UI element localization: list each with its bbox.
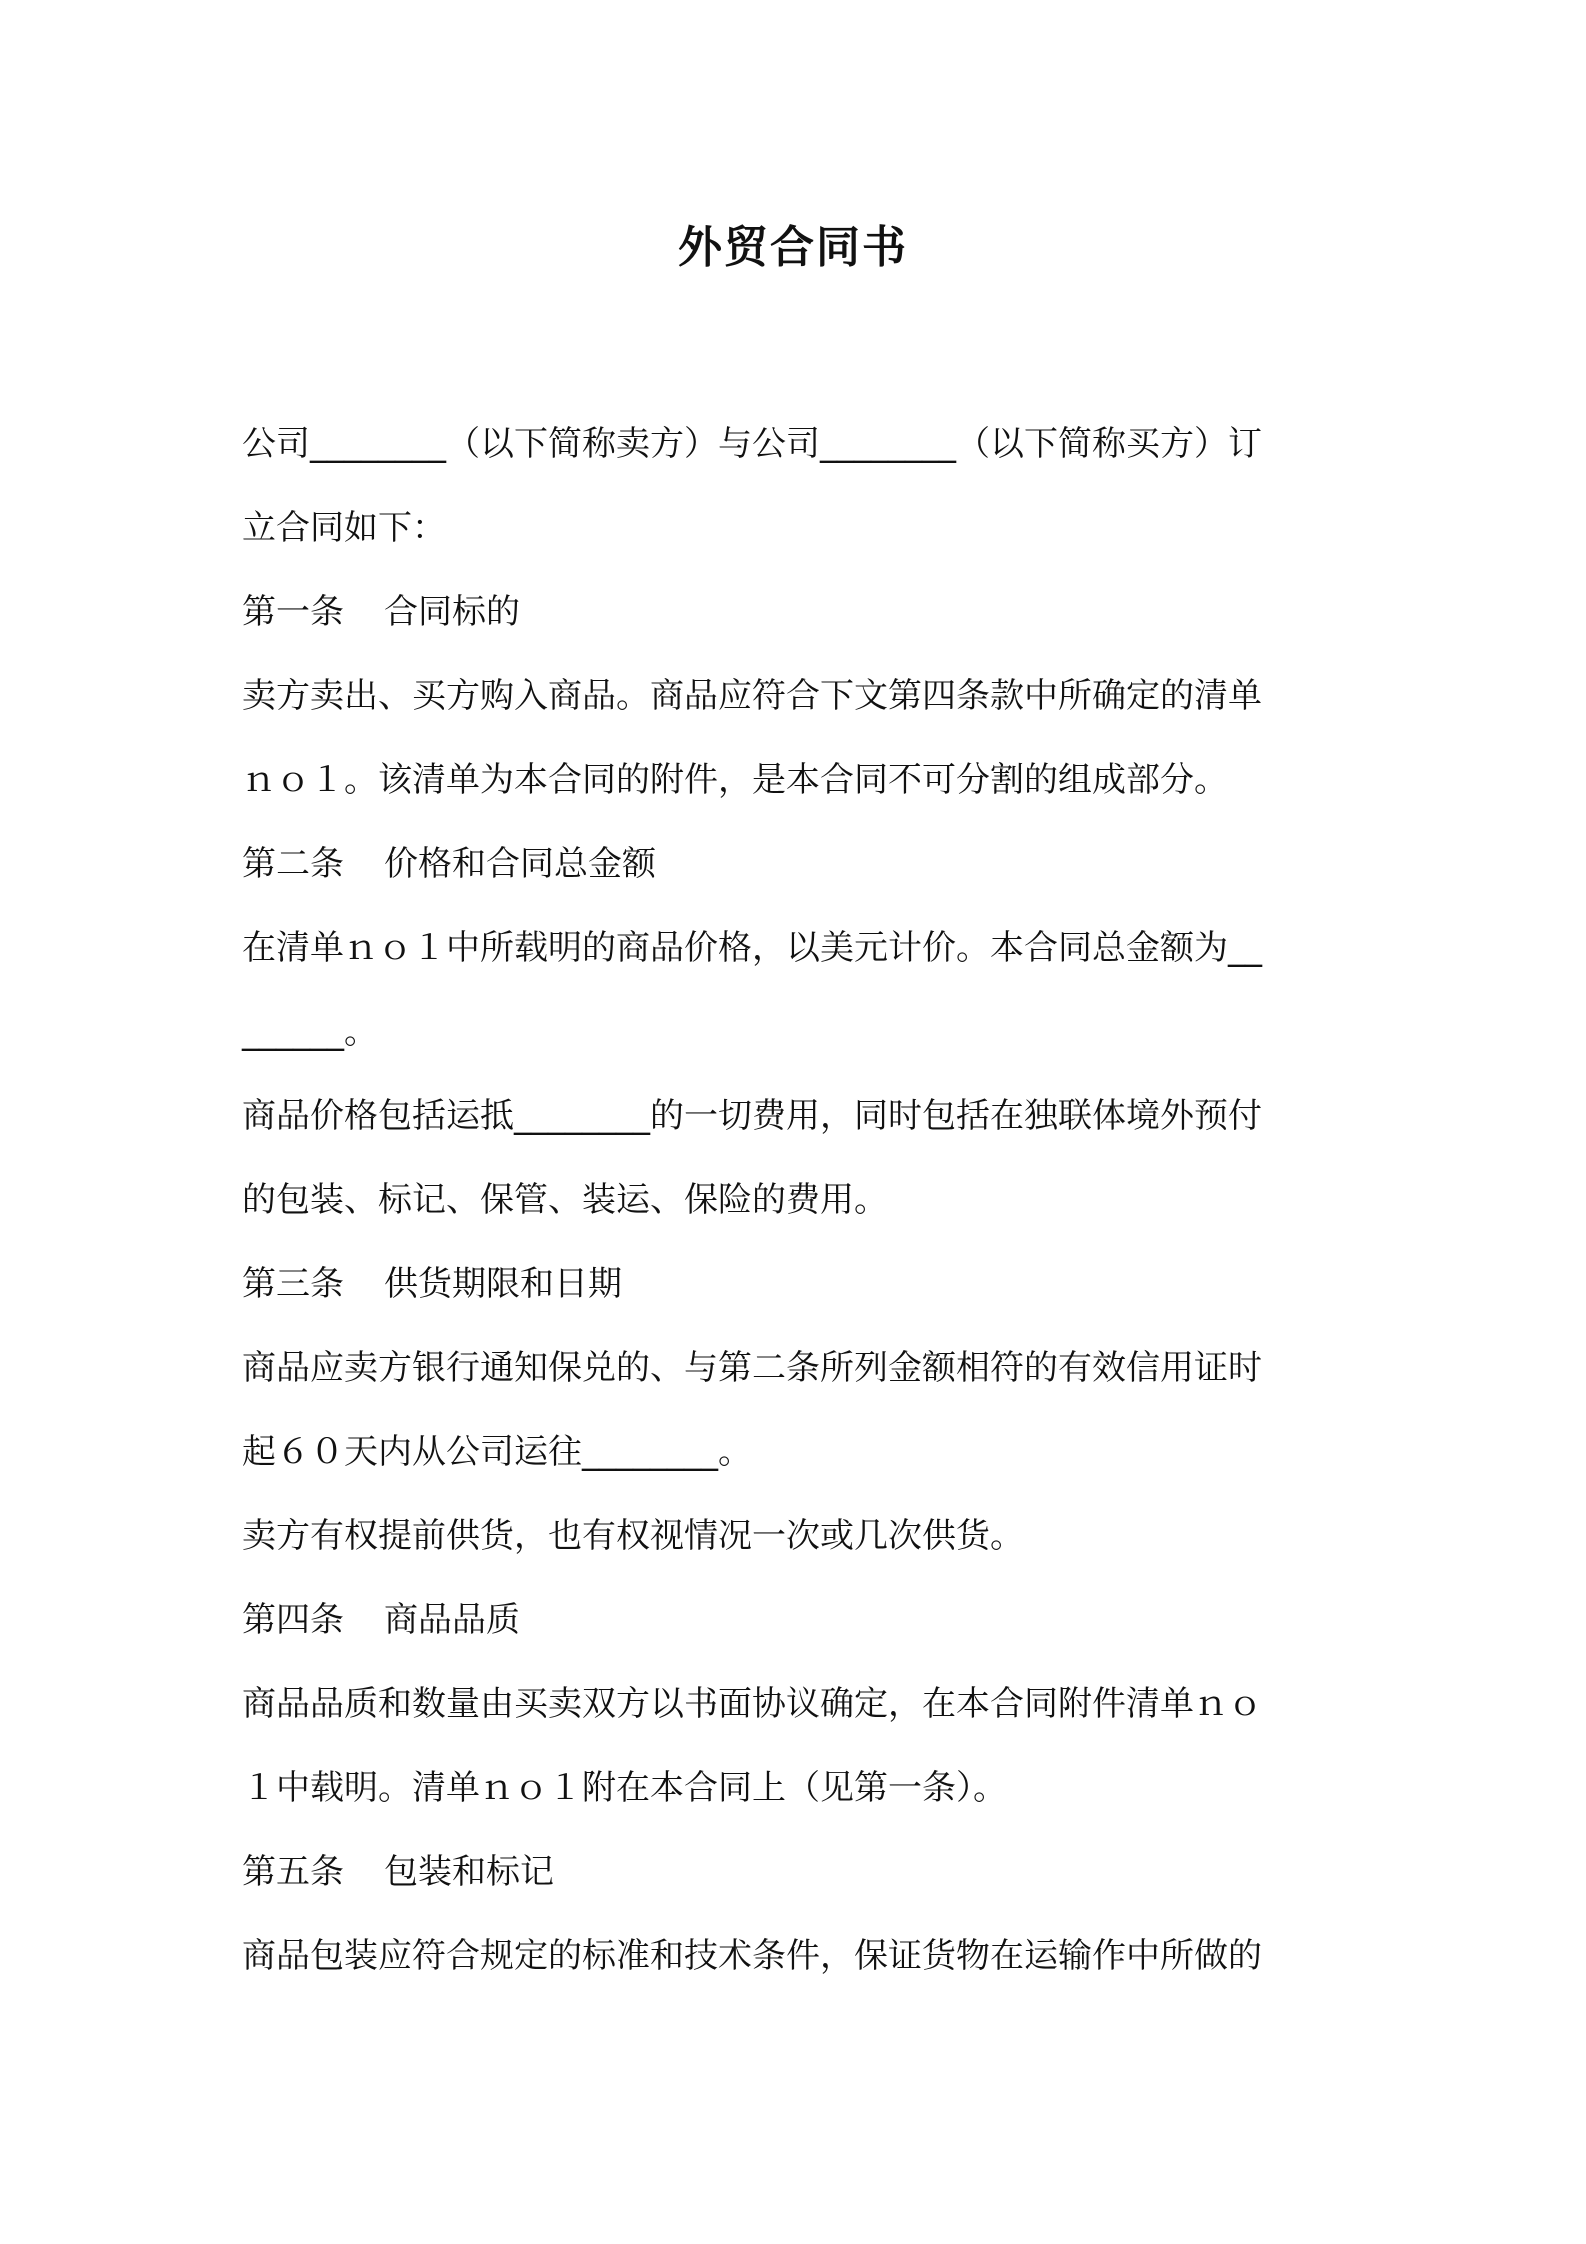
paragraph-line: 起６０天内从公司运往________。 xyxy=(242,1432,752,1472)
article-number: 第四条 xyxy=(242,1600,344,1640)
document-body xyxy=(242,402,1352,1998)
paragraph-line: 立合同如下： xyxy=(242,508,446,548)
article-title: 供货期限和日期 xyxy=(384,1264,622,1304)
article-heading xyxy=(242,1242,1352,1326)
paragraph-line: 商品价格包括运抵________的一切费用，同时包括在独联体境外预付 xyxy=(242,1096,1262,1136)
article-title: 合同标的 xyxy=(384,592,520,632)
article-heading xyxy=(242,1830,1352,1914)
paragraph-line: 商品应卖方银行通知保兑的、与第二条所列金额相符的有效信用证时 xyxy=(242,1348,1262,1388)
paragraph-line: ______。 xyxy=(242,1012,378,1052)
paragraph-line: 的包装、标记、保管、装运、保险的费用。 xyxy=(242,1180,888,1220)
paragraph-line xyxy=(242,402,1352,486)
article-heading xyxy=(242,570,1352,654)
paragraph-line: 商品包装应符合规定的标准和技术条件，保证货物在运输作中所做的 xyxy=(242,1936,1262,1976)
document-title: 外贸合同书 xyxy=(678,222,908,273)
article-number: 第三条 xyxy=(242,1264,344,1304)
article-number: 第五条 xyxy=(242,1852,344,1892)
article-title: 包装和标记 xyxy=(384,1852,554,1892)
justified-text: 公司________（以下简称卖方）与公司________（以下简称买方）订 xyxy=(242,424,1262,464)
article-heading xyxy=(242,1578,1352,1662)
article-number: 第二条 xyxy=(242,844,344,884)
article-title: 商品品质 xyxy=(384,1600,520,1640)
paragraph-line: 卖方有权提前供货，也有权视情况一次或几次供货。 xyxy=(242,1516,1024,1556)
article-heading xyxy=(242,822,1352,906)
paragraph-line: 商品品质和数量由买卖双方以书面协议确定，在本合同附件清单ｎｏ xyxy=(242,1684,1262,1724)
article-number: 第一条 xyxy=(242,592,344,632)
article-title: 价格和合同总金额 xyxy=(384,844,656,884)
paragraph-line: 在清单ｎｏ１中所载明的商品价格，以美元计价。本合同总金额为__ xyxy=(242,928,1262,968)
paragraph-line: １中载明。清单ｎｏ１附在本合同上（见第一条）。 xyxy=(242,1768,1007,1808)
paragraph-line: ｎｏ１。该清单为本合同的附件，是本合同不可分割的组成部分。 xyxy=(242,760,1228,800)
paragraph-line: 卖方卖出、买方购入商品。商品应符合下文第四条款中所确定的清单 xyxy=(242,676,1262,716)
